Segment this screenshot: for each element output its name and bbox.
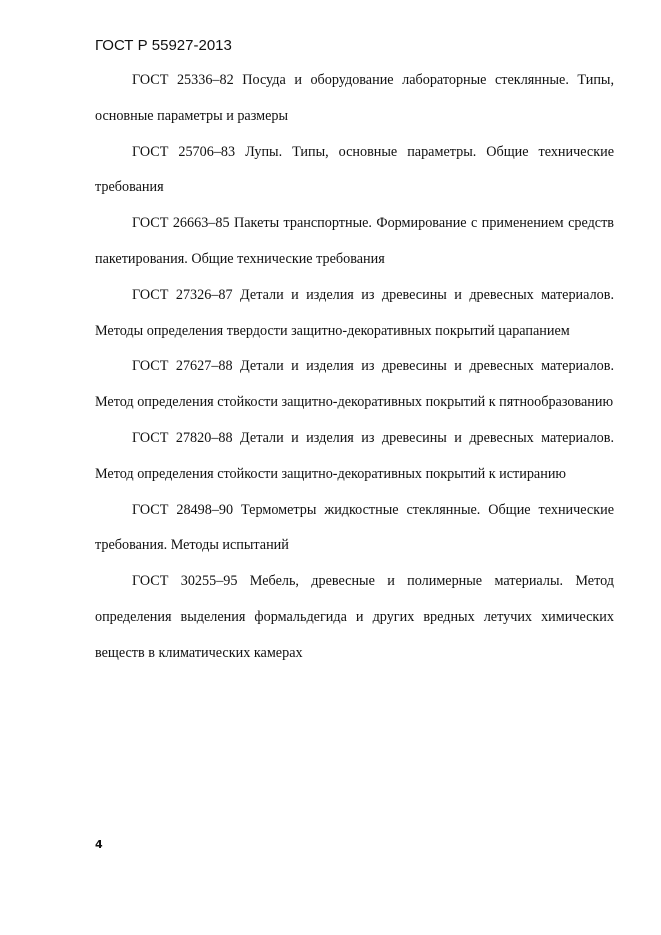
- reference-item: ГОСТ 27627–88 Детали и изделия из древесины и древесных материалов. Метод определения стойкости защитно-декоративных покрытий к пятнообразованию: [95, 358, 614, 411]
- page-number: 4: [95, 838, 103, 851]
- reference-item: ГОСТ 26663–85 Пакеты транспортные. Формирование с применением средств пакетирования. Общие технические требования: [95, 215, 614, 267]
- reference-item: ГОСТ 25336–82 Посуда и оборудование лабораторные стеклянные. Типы, основные параметры и размеры: [95, 72, 614, 124]
- normative-references-list: [95, 63, 614, 672]
- reference-item: ГОСТ 25706–83 Лупы. Типы, основные параметры. Общие технические требования: [95, 143, 614, 196]
- document-header-id: ГОСТ Р 55927-2013: [95, 37, 232, 54]
- reference-item: ГОСТ 30255–95 Мебель, древесные и полимерные материалы. Метод определения выделения формальдегида и других вредных летучих химических веществ в климатических камерах: [95, 573, 614, 661]
- reference-item: ГОСТ 27326–87 Детали и изделия из древесины и древесных материалов. Методы определения твердости защитно-декоративных покрытий царапанием: [95, 286, 614, 339]
- reference-item: ГОСТ 27820–88 Детали и изделия из древесины и древесных материалов. Метод определения стойкости защитно-декоративных покрытий к истиранию: [95, 429, 614, 482]
- reference-item: ГОСТ 28498–90 Термометры жидкостные стеклянные. Общие технические требования. Методы испытаний: [95, 501, 614, 554]
